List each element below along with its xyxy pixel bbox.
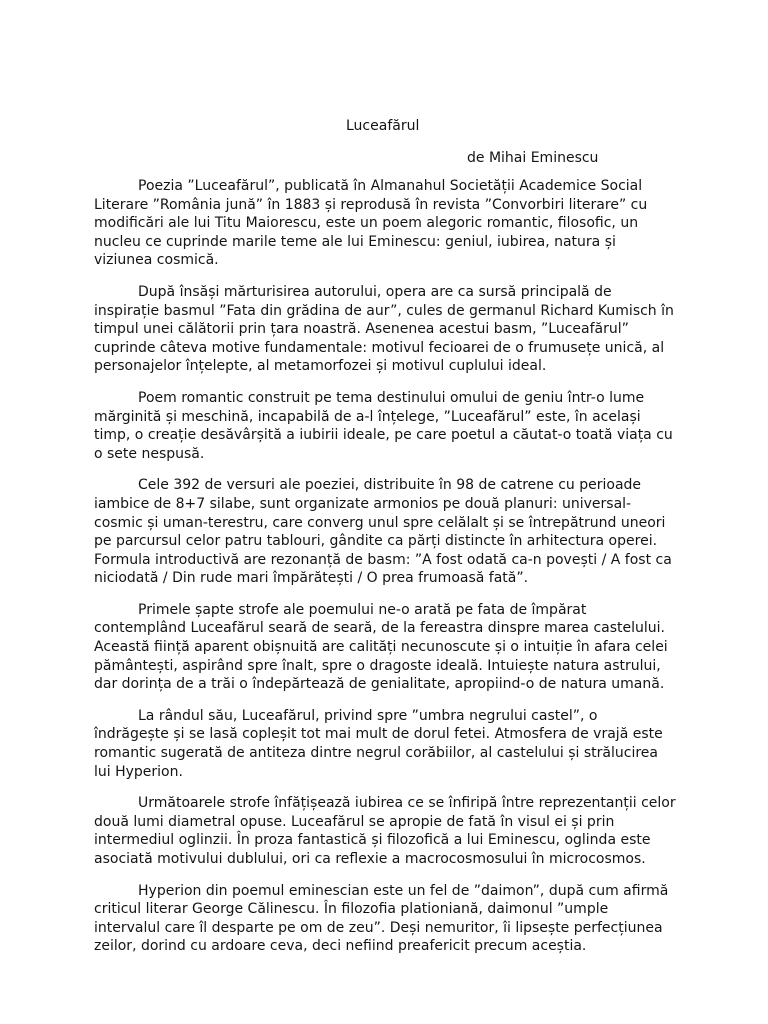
paragraph: Poem romantic construit pe tema destinului omului de geniu într-o lume mărginită și meschină, incapabilă de a-l înțelege, ”Luceafărul” este, în același timp, o creație desăvârșită a iubirii ideale, pe care poetul a căutat-o toată viața cu o sete nespusă. bbox=[94, 389, 673, 462]
paragraph: Poezia ”Luceafărul”, publicată în Almanahul Societății Academice Social Literare ”România jună” în 1883 și reprodusă în revista ”Convorbiri literare” cu modificări ale lui Titu Maiorescu, este un poem alegoric romantic, filosofic, un nucleu ce cuprinde marile teme ale lui Eminescu: geniul, iubirea, natura și viziunea cosmică. bbox=[94, 178, 648, 269]
paragraph: Cele 392 de versuri ale poeziei, distribuite în 98 de catrene cu perioade iambice de 8+7 silabe, sunt organizate armonios pe două planuri: universal-cosmic și uman-terestru, care converg unul spre celălalt și se întrepătrund uneori pe parcursul celor patru tablouri, gândite ca părți distincte în arhitectura operei. Formula introductivă are rezonanță de basm: ”A fost odată ca-n povești / A fost ca niciodată / Din rude mari împărătești / O prea frumoasă fată”. bbox=[94, 477, 672, 587]
document-title: Luceafărul bbox=[346, 118, 420, 134]
author-line: de Mihai Eminescu bbox=[467, 150, 599, 166]
paragraph: Primele șapte strofe ale poemului ne-o arată pe fata de împărat contemplând Luceafărul seară de seară, de la fereastra dinspre marea castelului. Această ființă aparent obișnuită are calități necunoscute și o intuiție în afara celei pământești, aspirând spre înalt, spre o dragoste ideală. Intuiește natura astrului, dar dorința de a trăi o îndepărtează de genialitate, apropiind-o de natura umană. bbox=[94, 601, 668, 693]
document-body bbox=[94, 177, 676, 969]
paragraph: La rândul său, Luceafărul, privind spre ”umbra negrului castel”, o îndrăgește și se lasă copleșit tot mai mult de dorul fetei. Atmosfera de vrajă este romantic sugerată de antiteza dintre negrul corăbiilor, al castelului și strălucirea lui Hyperion. bbox=[94, 707, 663, 780]
paragraph: Hyperion din poemul eminescian este un fel de ”daimon”, după cum afirmă criticul literar George Călinescu. În filozofia plationiană, daimonul ”umple intervalul care îl desparte pe om de zeu”. Deși nemuritor, îi lipsește perfecțiunea zeilor, dorind cu ardoare ceva, deci nefiind preafericit precum aceștia. bbox=[94, 882, 669, 955]
paragraph: Următoarele strofe înfățișează iubirea ce se înfiripă între reprezentanții celor două lumi diametral opuse. Luceafărul se apropie de fată în visul ei și prin intermediul oglinzii. În proza fantastică și filozofică a lui Eminescu, oglinda este asociată motivului dublului, ori ca reflexie a macrocosmosului în microcosmos. bbox=[94, 795, 676, 867]
paragraph: După însăși mărturisirea autorului, opera are ca sursă principală de inspirație basmul ”Fata din grădina de aur”, cules de germanul Richard Kumisch în timpul unei călătorii prin țara noastră. Asenenea acestui basm, ”Luceafărul” cuprinde câteva motive fundamentale: motivul fecioarei de o frumusețe unică, al personajelor înțelepte, al metamorfozei și motivul cuplului ideal. bbox=[94, 283, 674, 375]
